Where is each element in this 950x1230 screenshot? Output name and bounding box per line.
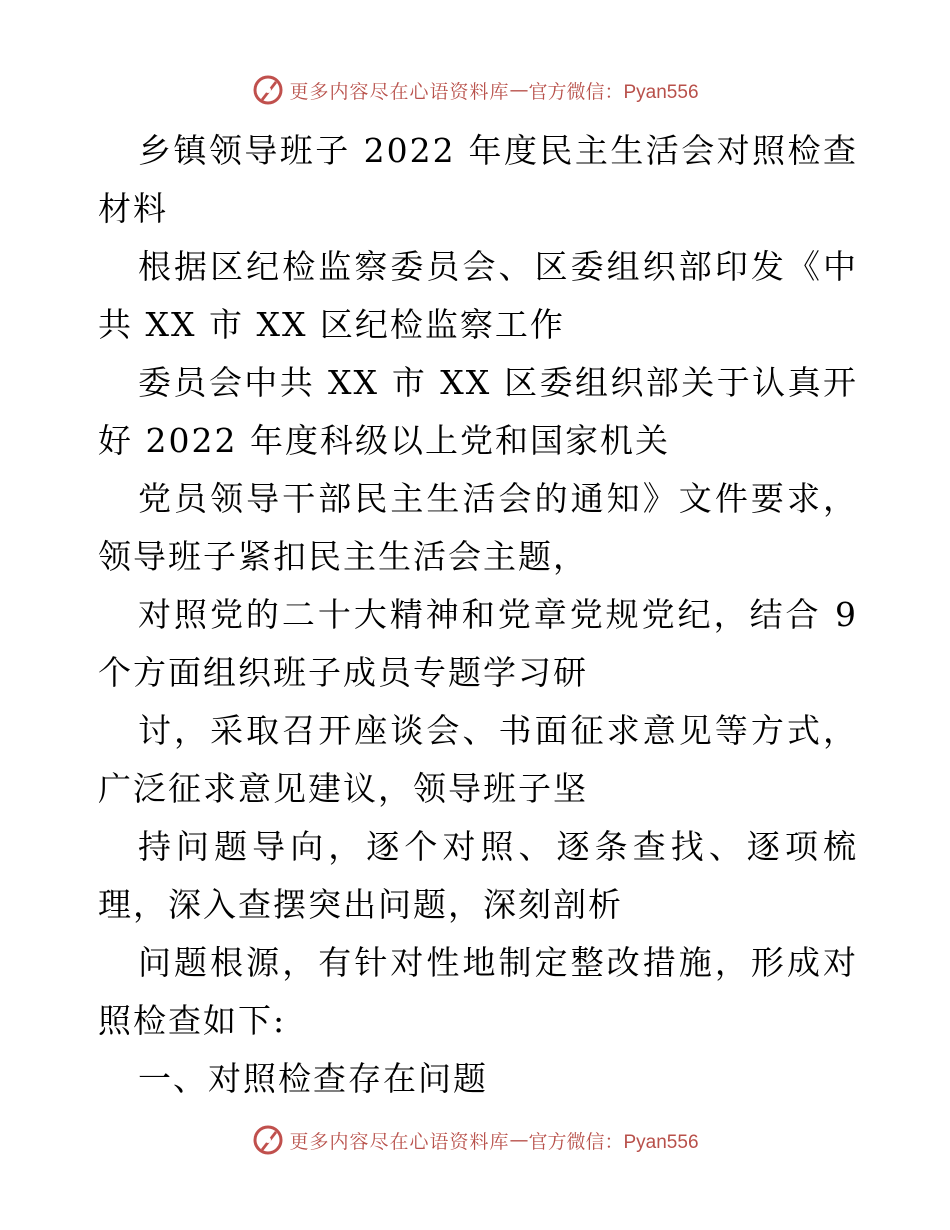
paragraph: 委员会中共 XX 市 XX 区委组织部关于认真开好 2022 年度科级以上党和国家机关	[98, 363, 858, 460]
paragraph: 讨，采取召开座谈会、书面征求意见等方式，广泛征求意见建议，领导班子坚	[98, 711, 858, 808]
paragraph: 对照党的二十大精神和党章党规党纪，结合 9 个方面组织班子成员专题学习研	[98, 595, 858, 692]
section-heading: 一、对照检查存在问题	[138, 1059, 488, 1098]
banner-slogan: 更多内容尽在心语资料库	[289, 1130, 510, 1153]
document-title: 乡镇领导班子 2022 年度民主生活会对照检查材料	[98, 131, 858, 228]
header-banner	[0, 70, 950, 110]
quill-logo-icon	[251, 1123, 285, 1157]
quill-logo-icon	[251, 73, 285, 107]
paragraph: 持问题导向，逐个对照、逐条查找、逐项梳理，深入查摆突出问题，深刻剖析	[98, 827, 858, 924]
banner-contact: 官方微信：Pyan556	[528, 1131, 699, 1153]
footer-banner	[0, 1120, 950, 1160]
banner-contact: 官方微信：Pyan556	[528, 81, 699, 103]
document-body	[98, 122, 858, 1108]
banner-separator: —	[509, 79, 529, 101]
banner-separator: —	[509, 1129, 529, 1151]
paragraph: 根据区纪检监察委员会、区委组织部印发《中共 XX 市 XX 区纪检监察工作	[98, 247, 858, 344]
paragraph: 问题根源，有针对性地制定整改措施，形成对照检查如下:	[98, 943, 858, 1040]
banner-slogan: 更多内容尽在心语资料库	[289, 80, 510, 103]
paragraph: 党员领导干部民主生活会的通知》文件要求，领导班子紧扣民主生活会主题，	[98, 479, 858, 576]
